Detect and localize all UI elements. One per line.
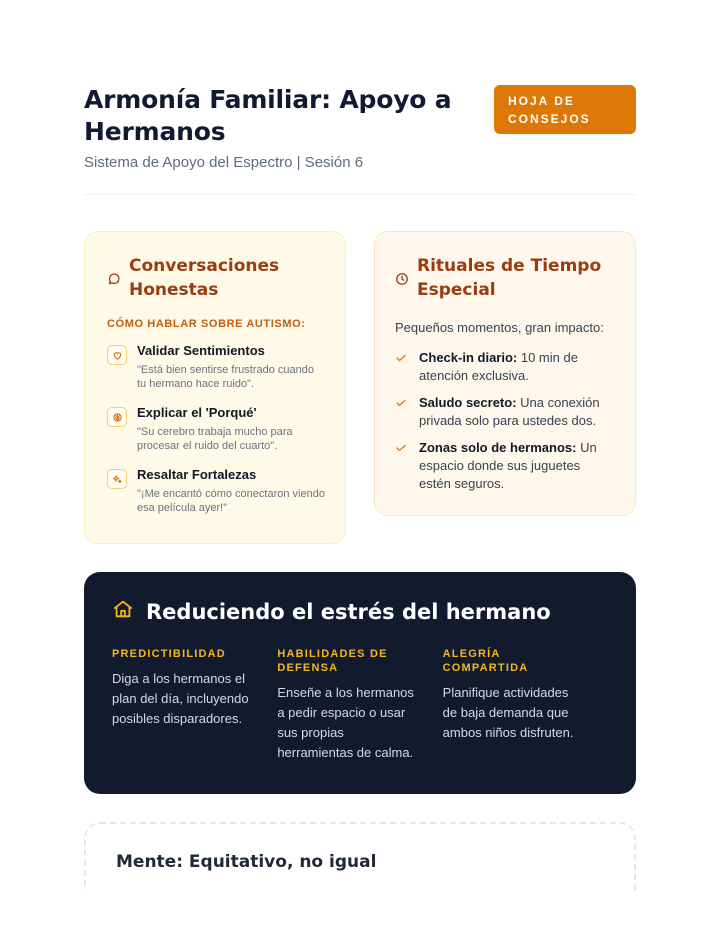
- list-item: [107, 342, 325, 391]
- list-item: [395, 394, 615, 430]
- ritual-label: Saludo secreto:: [419, 395, 517, 410]
- card-header: [107, 254, 325, 302]
- check-icon: [395, 441, 409, 493]
- ritual-text: Una conexión privada solo para ustedes dos.: [419, 395, 600, 428]
- chat-bubble-icon: [107, 272, 121, 286]
- tip-sheet-badge: HOJA DE CONSEJOS: [494, 85, 636, 134]
- ritual-list: [395, 349, 615, 493]
- tip-quote: "¡Me encantó cómo conectaron viendo esa película ayer!": [137, 488, 325, 514]
- heart-icon: [107, 345, 127, 365]
- card-title: Rituales de Tiempo Especial: [417, 256, 602, 300]
- page-bottom-margin: [0, 890, 720, 932]
- list-item: [107, 466, 325, 515]
- section-title: Mente: Equitativo, no igual: [116, 852, 377, 872]
- home-icon: [112, 598, 134, 625]
- ritual-text: 10 min de atención exclusiva.: [419, 350, 578, 383]
- card-lead: Pequeños momentos, gran impacto:: [395, 320, 604, 335]
- header-divider: [84, 194, 636, 195]
- page-title: Armonía Familiar: Apoyo a Hermanos: [84, 85, 452, 146]
- list-item: [395, 439, 615, 493]
- sibling-stress-panel: [84, 572, 636, 794]
- section-kicker: CÓMO HABLAR SOBRE AUTISMO:: [107, 318, 306, 330]
- strategy-kicker: PREDICTIBILIDAD: [112, 648, 226, 660]
- card-title: Conversaciones Honestas: [129, 256, 280, 300]
- strategy-kicker: ALEGRÍA COMPARTIDA: [442, 648, 529, 674]
- strategy-text: Diga a los hermanos el plan del día, incluyendo posibles disparadores.: [112, 671, 249, 726]
- honest-conversations-card: [84, 231, 346, 544]
- tip-quote: "Está bien sentirse frustrado cuando tu hermano hace ruido".: [137, 364, 314, 390]
- special-time-card: [374, 231, 636, 516]
- check-icon: [395, 351, 409, 385]
- tip-title: Resaltar Fortalezas: [137, 467, 257, 482]
- page-subtitle: Sistema de Apoyo del Espectro | Sesión 6: [84, 154, 364, 171]
- ritual-label: Zonas solo de hermanos:: [419, 440, 577, 455]
- strategy-column: [277, 647, 442, 763]
- card-header: [395, 254, 615, 302]
- tip-quote: "Su cerebro trabaja mucho para procesar el ruido del cuarto".: [137, 426, 293, 452]
- brain-icon: [107, 407, 127, 427]
- ritual-text: Un espacio donde sus juguetes estén seguros.: [419, 440, 597, 491]
- strategy-columns: [112, 647, 608, 763]
- list-item: [395, 349, 615, 385]
- strategy-text: Enseñe a los hermanos a pedir espacio o usar sus propias herramientas de calma.: [277, 685, 414, 760]
- check-icon: [395, 396, 409, 430]
- tip-title: Validar Sentimientos: [137, 343, 265, 358]
- panel-header: [112, 598, 608, 625]
- strategy-column: [443, 647, 608, 763]
- strategy-column: [112, 647, 277, 763]
- tip-list: [107, 342, 325, 515]
- page-header: [84, 84, 636, 171]
- sparkles-icon: [107, 469, 127, 489]
- panel-title: Reduciendo el estrés del hermano: [146, 599, 551, 624]
- strategy-text: Planifique actividades de baja demanda que ambos niños disfruten.: [442, 685, 574, 740]
- ritual-label: Check-in diario:: [419, 350, 518, 365]
- list-item: [107, 404, 325, 453]
- strategy-kicker: HABILIDADES DE DEFENSA: [277, 648, 388, 674]
- clock-icon: [395, 272, 409, 286]
- tip-title: Explicar el 'Porqué': [137, 405, 257, 420]
